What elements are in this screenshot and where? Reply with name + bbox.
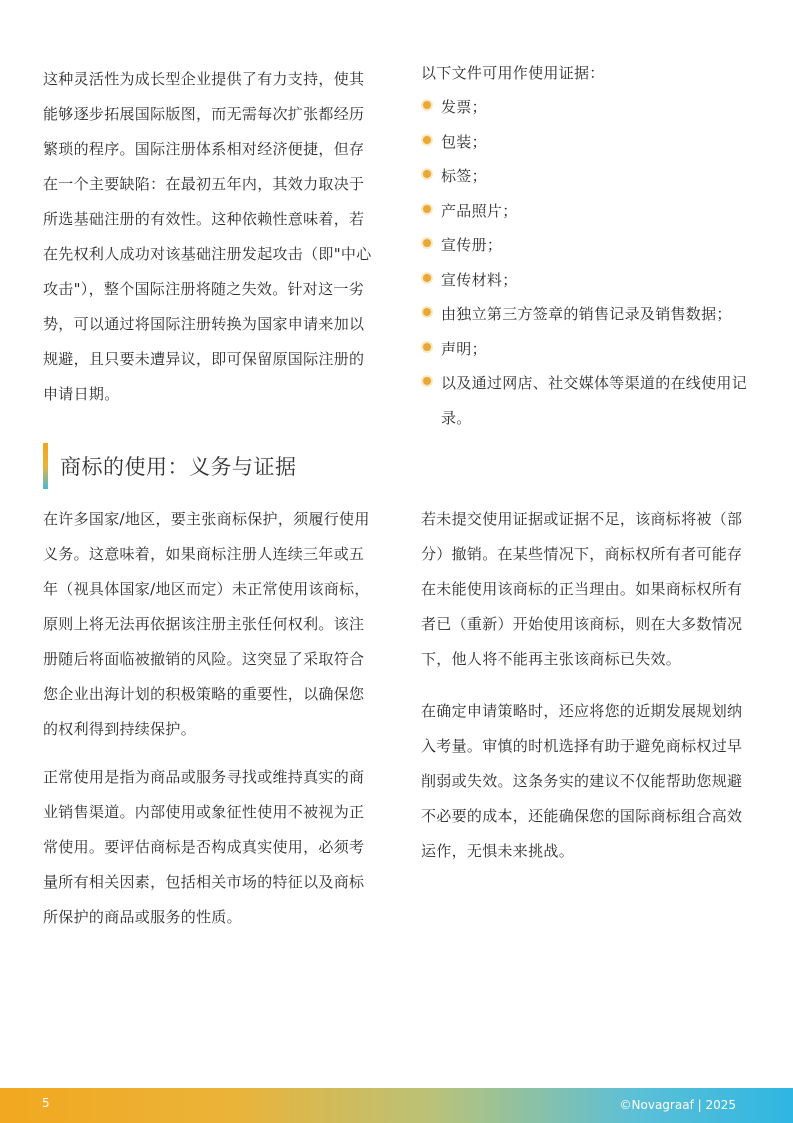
list-item: 声明； — [421, 332, 756, 367]
list-item: 包装； — [421, 125, 756, 160]
bullet-dot-icon — [423, 239, 431, 247]
bullet-dot-icon — [423, 170, 431, 178]
list-item: 由独立第三方签章的销售记录及销售数据； — [421, 297, 756, 332]
evidence-list — [421, 90, 756, 435]
list-item: 产品照片； — [421, 194, 756, 229]
bullet-dot-icon — [423, 308, 431, 316]
intro-paragraph: 这种灵活性为成长型企业提供了有力支持，使其能够逐步拓展国际版图，而无需每次扩张都经历繁琐的程序。国际注册体系相对经济便捷，但存在一个主要缺陷：在最初五年内，其效力取决于所选基础注册的有效性。这种依赖性意味着，若在先权利人成功对该基础注册发起攻击（即"中心攻击"），整个国际注册将随之失效。针对这一劣势，可以通过将国际注册转换为国家申请来加以规避，且只要未遭异议，即可保留原国际注册的申请日期。 — [43, 70, 372, 403]
genuine-use-paragraph: 正常使用是指为商品或服务寻找或维持真实的商业销售渠道。内部使用或象征性使用不被视为正常使用。要评估商标是否构成真实使用，必须考量所有相关因素，包括相关市场的特征以及商标所保护的商品或服务的性质。 — [43, 768, 365, 926]
bullet-dot-icon — [423, 205, 431, 213]
list-item: 发票； — [421, 90, 756, 125]
bullet-dot-icon — [423, 101, 431, 109]
section-heading: 商标的使用：义务与证据 — [60, 455, 297, 479]
footer-bar — [0, 1088, 793, 1123]
left-column-top — [43, 62, 378, 412]
list-item: 宣传材料； — [421, 263, 756, 298]
revocation-paragraph: 若未提交使用证据或证据不足，该商标将被（部分）撤销。在某些情况下，商标权所有者可能存在未能使用该商标的正当理由。如果商标权所有者已（重新）开始使用该商标，则在大多数情况下，他人将不能再主张该商标已失效。 — [421, 510, 743, 668]
bullet-dot-icon — [423, 343, 431, 351]
list-item: 以及通过网店、社交媒体等渠道的在线使用记录。 — [421, 366, 756, 435]
bullet-dot-icon — [423, 377, 431, 385]
copyright-text: ©Novagraaf | 2025 — [619, 1098, 736, 1112]
strategy-paragraph: 在确定申请策略时，还应将您的近期发展规划纳入考量。审慎的时机选择有助于避免商标权过早削弱或失效。这条务实的建议不仅能帮助您规避不必要的成本，还能确保您的国际商标组合高效运作，无惧未来挑战。 — [421, 702, 743, 860]
right-column-lower — [421, 502, 756, 869]
evidence-list-intro: 以下文件可用作使用证据： — [421, 64, 605, 82]
page-number: 5 — [42, 1096, 50, 1110]
use-obligation-paragraph: 在许多国家/地区，要主张商标保护，须履行使用义务。这意味着，如果商标注册人连续三年或五年（视具体国家/地区而定）未正常使用该商标，原则上将无法再依据该注册主张任何权利。该注册随后将面临被撤销的风险。这突显了采取符合您企业出海计划的积极策略的重要性，以确保您的权利得到持续保护。 — [43, 510, 370, 738]
section-heading-block — [43, 443, 297, 489]
bullet-dot-icon — [423, 274, 431, 282]
list-item: 标签； — [421, 159, 756, 194]
list-item: 宣传册； — [421, 228, 756, 263]
left-column-lower — [43, 502, 378, 935]
right-column-top — [421, 56, 756, 435]
bullet-dot-icon — [423, 136, 431, 144]
heading-accent-bar — [43, 443, 48, 489]
